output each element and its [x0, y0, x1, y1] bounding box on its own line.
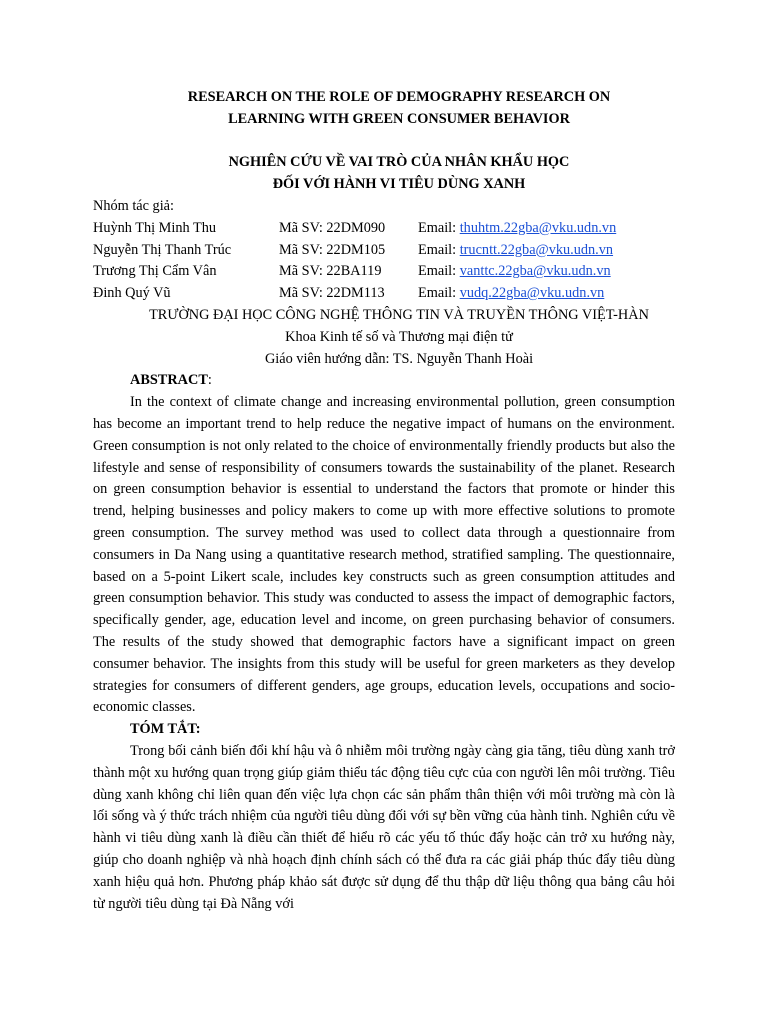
author-email	[418, 218, 616, 240]
advisor-line: Giáo viên hướng dẫn: TS. Nguyễn Thanh Hoài	[264, 350, 534, 367]
author-row	[93, 240, 675, 262]
author-email	[418, 283, 604, 305]
summary-paragraph: Trong bối cảnh biến đổi khí hậu và ô nhiễm môi trường ngày càng gia tăng, tiêu dùng xanh trở thành một xu hướng quan trọng giúp giảm thiểu tác động tiêu cực của con người lên môi trường. Tiêu dùng xanh không chỉ liên quan đến việc lựa chọn các sản phẩm thân thiện với môi trường mà còn là lối sống và ý thức trách nhiệm của người tiêu dùng đối với sự bền vững của hành tinh. Nghiên cứu về hành vi tiêu dùng xanh là điều cần thiết để hiểu rõ các yếu tố thúc đẩy hoặc cản trở xu hướng này, giúp cho doanh nghiệp và nhà hoạch định chính sách có thể đưa ra các giải pháp thúc đẩy tiêu dùng xanh hiệu quả hơn. Phương pháp khảo sát được sử dụng để thu thập dữ liệu thông qua bảng câu hỏi từ người tiêu dùng tại Đà Nẵng với	[93, 742, 675, 912]
university-name: TRƯỜNG ĐẠI HỌC CÔNG NGHỆ THÔNG TIN VÀ TRUYỀN THÔNG VIỆT-HÀN	[149, 306, 649, 323]
author-list	[93, 218, 675, 305]
english-title-line-2: LEARNING WITH GREEN CONSUMER BEHAVIOR	[228, 111, 570, 127]
email-link[interactable]: trucntt.22gba@vku.udn.vn	[459, 241, 614, 258]
faculty-name: Khoa Kinh tế số và Thương mại điện tử	[285, 328, 513, 345]
author-row	[93, 218, 675, 240]
email-link[interactable]: vanttc.22gba@vku.udn.vn	[459, 263, 611, 280]
author-email	[418, 261, 611, 283]
paper-page	[93, 86, 675, 915]
english-title-line-1: RESEARCH ON THE ROLE OF DEMOGRAPHY RESEARCH ON	[187, 89, 611, 105]
author-name: Huỳnh Thị Minh Thu	[93, 219, 216, 236]
student-id: Mã SV: 22DM105	[279, 241, 386, 258]
vietnamese-title	[93, 151, 675, 195]
author-name: Đinh Quý Vũ	[93, 285, 171, 302]
abstract-paragraph: In the context of climate change and increasing environmental pollution, green consumption has become an important trend to help reduce the negative impact of humans on the environment. Green consumption is not only related to the choice of environmentally friendly products but also the lifestyle and sense of responsibility of consumers towards the sustainability of the planet. Research on green consumption behavior is essential to understand the factors that promote or hinder this trend, helping businesses and policy makers to come up with more effective solutions to promote green consumption. The survey method was used to collect data through a questionnaire from consumers in Da Nang using a quantitative research method, stratified sampling. The questionnaire, based on a 5-point Likert scale, includes key constructs such as green consumption attitudes and green consumption behavior. This study was conducted to assess the impact of demographic factors, specifically gender, age, education level and income, on green purchasing behavior of consumers. The results of the study showed that demographic factors have a significant impact on green consumer behavior. The insights from this study will be useful for green marketers as they develop strategies for consumers of different genders, age groups, education levels, occupations and socio-economic classes.	[93, 394, 675, 716]
email-label: Email:	[418, 285, 460, 302]
author-email	[418, 240, 613, 262]
abstract-heading-label: ABSTRACT	[130, 372, 208, 389]
author-row	[93, 261, 675, 283]
vietnamese-title-line-1: NGHIÊN CỨU VỀ VAI TRÒ CỦA NHÂN KHẨU HỌC	[228, 154, 570, 170]
email-link[interactable]: vudq.22gba@vku.udn.vn	[459, 285, 605, 302]
vietnamese-title-line-2: ĐỐI VỚI HÀNH VI TIÊU DÙNG XANH	[272, 176, 526, 192]
email-link[interactable]: thuhtm.22gba@vku.udn.vn	[459, 219, 617, 236]
author-row	[93, 283, 675, 305]
abstract-heading-colon: :	[207, 372, 212, 389]
student-id: Mã SV: 22DM113	[279, 285, 385, 302]
author-name: Nguyễn Thị Thanh Trúc	[93, 241, 232, 258]
email-label: Email:	[418, 219, 460, 236]
email-label: Email:	[418, 241, 460, 258]
authors-label: Nhóm tác giả:	[93, 198, 174, 214]
student-id: Mã SV: 22DM090	[279, 219, 386, 236]
student-id: Mã SV: 22BA119	[279, 263, 382, 280]
abstract-heading	[93, 370, 675, 392]
english-title	[93, 86, 675, 130]
author-name: Trương Thị Cẩm Vân	[93, 263, 217, 280]
summary-heading: TÓM TẮT:	[130, 721, 201, 738]
email-label: Email:	[418, 263, 460, 280]
